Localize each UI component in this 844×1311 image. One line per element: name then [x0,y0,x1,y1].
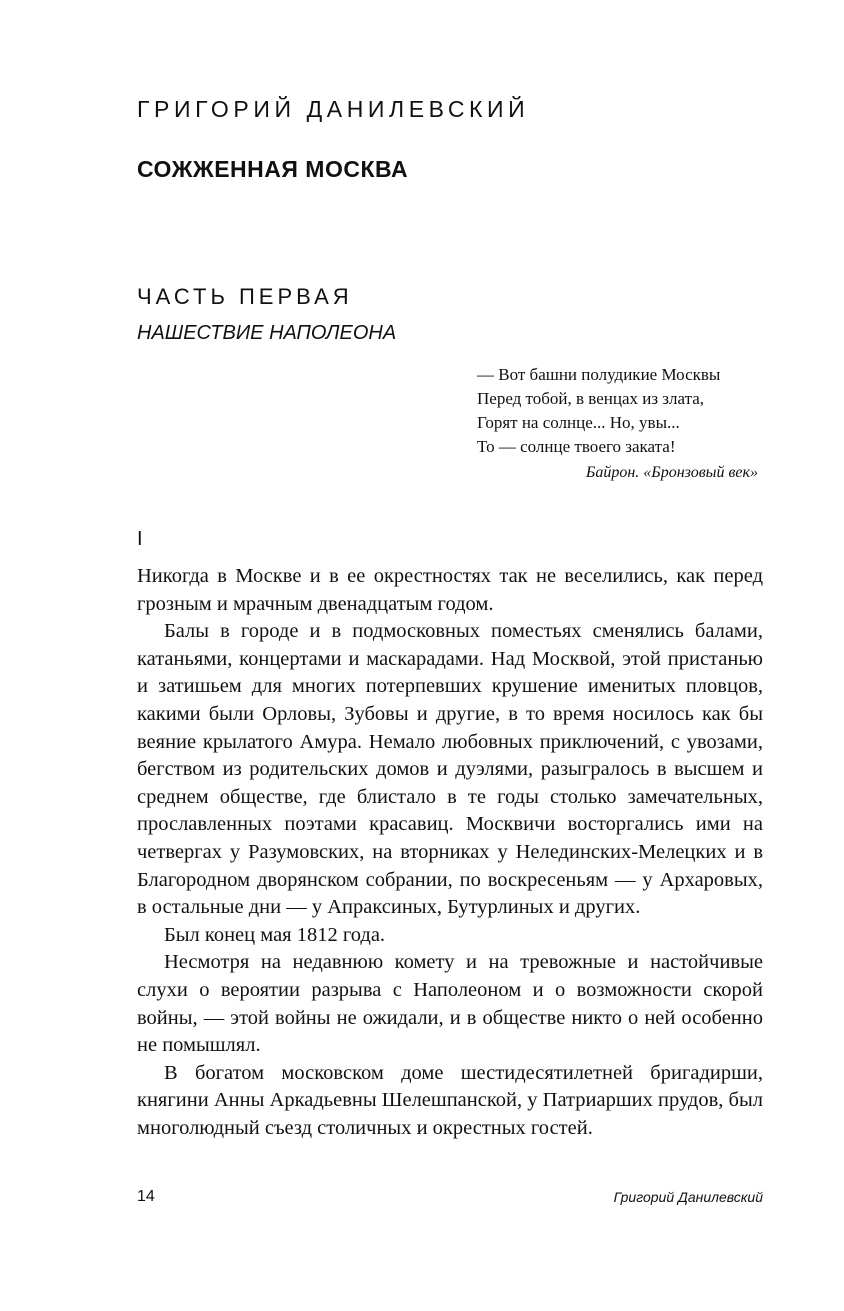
chapter-number: I [137,528,143,550]
part-subtitle: НАШЕСТВИЕ НАПОЛЕОНА [137,322,397,344]
part-title: ЧАСТЬ ПЕРВАЯ [137,284,353,309]
paragraph: Был конец мая 1812 года. [164,923,386,946]
epigraph [477,363,720,459]
author-name: ГРИГОРИЙ ДАНИЛЕВСКИЙ [137,96,530,122]
epigraph-attribution: Байрон. «Бронзовый век» [585,464,758,481]
running-footer: Григорий Данилевский [613,1189,763,1205]
paragraph: В богатом московском доме шестидесятилетней бригадирши, княгини Анны Аркадьевны Шелешпанской, у Патриарших прудов, был многолюдный съезд столичных и окрестных гостей. [137,1061,763,1139]
page-number: 14 [137,1188,155,1205]
epigraph-line: Перед тобой, в венцах из злата, [477,389,705,408]
paragraph: Никогда в Москве и в ее окрестностях так не веселились, как перед грозным и мрачным двенадцатым годом. [137,565,763,615]
paragraph: Несмотря на недавнюю комету и на тревожные и настойчивые слухи о вероятии разрыва с Наполеоном и о возможности скорой войны, — этой войны не ожидали, и в обществе никто о ней особенно не помышлял. [137,951,763,1057]
epigraph-line: Горят на солнце... Но, увы... [477,413,680,432]
book-title: СОЖЖЕННАЯ МОСКВА [137,156,409,182]
epigraph-line: То — солнце твоего заката! [477,437,676,456]
chapter-body [137,563,763,1142]
epigraph-line: — Вот башни полудикие Москвы [477,365,721,384]
paragraph: Балы в городе и в подмосковных поместьях сменялись балами, катаньями, концертами и маскарадами. Над Москвой, этой пристанью и затишьем для многих потерпевших крушение именитых пловцов, какими были Орловы, Зубовы и другие, в то время носилось как бы веяние крылатого Амура. Немало любовных приключений, с увозами, бегством из родительских домов и дуэлями, разыгралось в высшем и среднем обществе, где блистало в те годы столько замечательных, прославленных поэтами красавиц. Москвичи восторгались ими на четвергах у Разумовских, на вторниках у Нелединских-Мелецких и в Благородном дворянском собрании, по воскресеньям — у Архаровых, в остальные дни — у Апраксиных, Бутурлиных и других. [137,620,763,919]
